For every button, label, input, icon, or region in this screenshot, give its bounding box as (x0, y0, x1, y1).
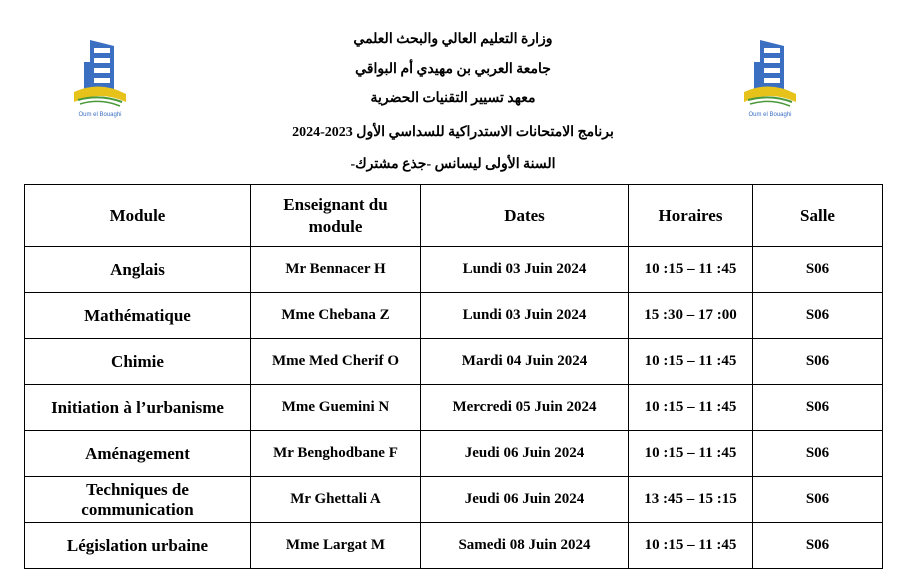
university-logo-right-icon (740, 32, 800, 122)
table-row (25, 431, 883, 477)
date-cell: Mercredi 05 Juin 2024 (421, 385, 629, 431)
room-cell: S06 (753, 523, 883, 569)
date-cell: Jeudi 06 Juin 2024 (421, 431, 629, 477)
column-header-dates: Dates (421, 185, 629, 247)
module-cell: Chimie (25, 339, 251, 385)
teacher-cell: Mme Guemini N (251, 385, 421, 431)
teacher-cell: Mme Med Cherif O (251, 339, 421, 385)
date-cell: Samedi 08 Juin 2024 (421, 523, 629, 569)
time-cell: 10 :15 – 11 :45 (629, 339, 753, 385)
table-row (25, 293, 883, 339)
teacher-cell: Mr Ghettali A (251, 477, 421, 523)
module-cell: Mathématique (25, 293, 251, 339)
time-cell: 10 :15 – 11 :45 (629, 431, 753, 477)
svg-text:Oum el Bouaghi: Oum el Bouaghi (78, 112, 122, 118)
level-title: السنة الأولى ليسانس -جذع مشترك- (350, 157, 556, 172)
time-cell: 10 :15 – 11 :45 (629, 247, 753, 293)
date-cell: Mardi 04 Juin 2024 (421, 339, 629, 385)
module-cell: Initiation à l’urbanisme (25, 385, 251, 431)
university-title: جامعة العربي بن مهيدي أم البواقي (355, 62, 551, 77)
time-cell: 10 :15 – 11 :45 (629, 385, 753, 431)
table-row (25, 477, 883, 523)
exam-program-title: برنامج الامتحانات الاستدراكية للسداسي الأول 2023-2024 (292, 125, 614, 140)
column-header-room: Salle (753, 185, 883, 247)
module-cell: Anglais (25, 247, 251, 293)
institute-title: معهد تسيير التقنيات الحضرية (370, 91, 536, 106)
table-row (25, 339, 883, 385)
university-logo-icon (70, 32, 130, 122)
time-cell: 13 :45 – 15 :15 (629, 477, 753, 523)
ministry-title: وزارة التعليم العالي والبحث العلمي (353, 32, 553, 47)
module-cell: Législation urbaine (25, 523, 251, 569)
column-header-module: Module (25, 185, 251, 247)
teacher-cell: Mr Bennacer H (251, 247, 421, 293)
table-header-row (25, 185, 883, 247)
teacher-cell: Mme Chebana Z (251, 293, 421, 339)
room-cell: S06 (753, 431, 883, 477)
time-cell: 10 :15 – 11 :45 (629, 523, 753, 569)
teacher-cell: Mme Largat M (251, 523, 421, 569)
room-cell: S06 (753, 247, 883, 293)
room-cell: S06 (753, 293, 883, 339)
svg-text:Oum el Bouaghi: Oum el Bouaghi (748, 112, 792, 118)
date-cell: Lundi 03 Juin 2024 (421, 293, 629, 339)
column-header-times: Horaires (629, 185, 753, 247)
module-cell: Techniques de communication (25, 477, 251, 523)
room-cell: S06 (753, 385, 883, 431)
column-header-teacher: Enseignant du module (251, 185, 421, 247)
table-row (25, 247, 883, 293)
date-cell: Lundi 03 Juin 2024 (421, 247, 629, 293)
teacher-cell: Mr Benghodbane F (251, 431, 421, 477)
room-cell: S06 (753, 339, 883, 385)
time-cell: 15 :30 – 17 :00 (629, 293, 753, 339)
date-cell: Jeudi 06 Juin 2024 (421, 477, 629, 523)
module-cell: Aménagement (25, 431, 251, 477)
room-cell: S06 (753, 477, 883, 523)
table-row (25, 523, 883, 569)
table-row (25, 385, 883, 431)
exam-schedule-table (24, 184, 883, 569)
